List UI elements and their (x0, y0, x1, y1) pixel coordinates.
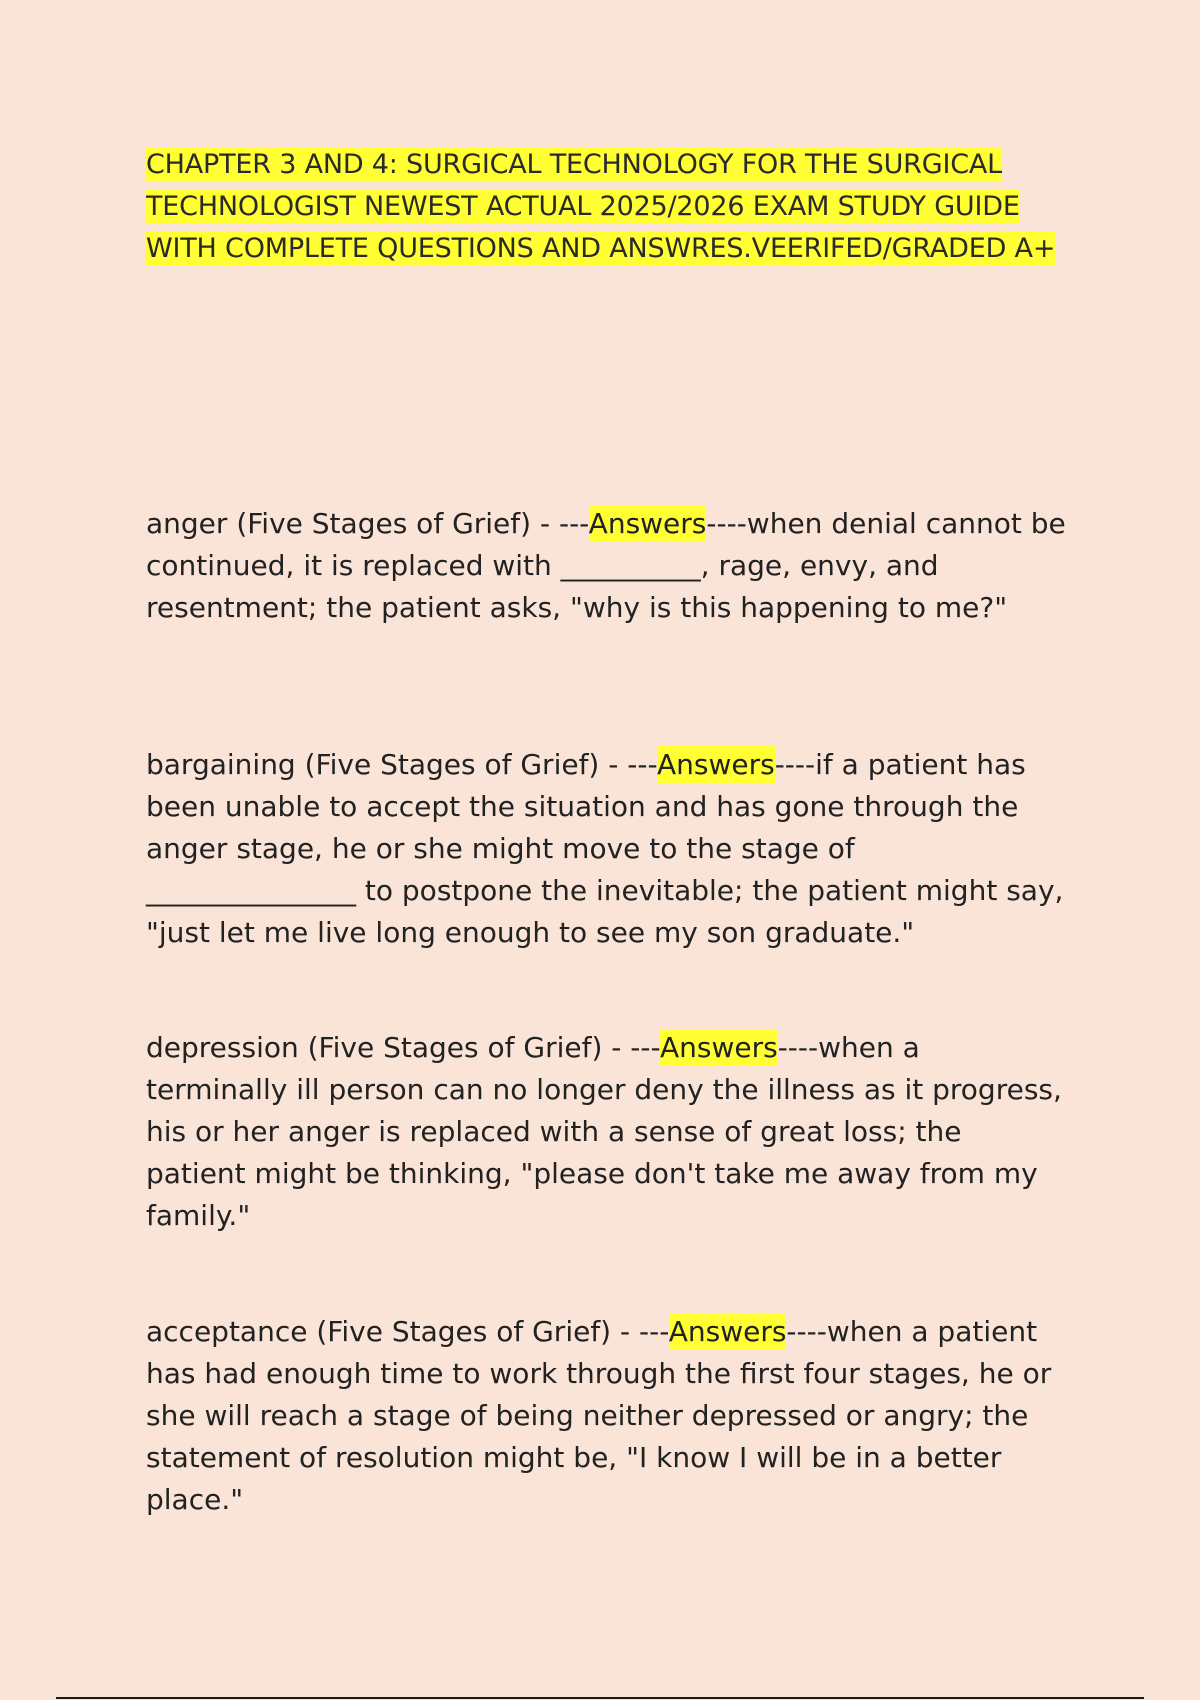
answers-marker: Answers (668, 1315, 787, 1348)
answers-marker: Answers (656, 748, 775, 781)
answers-marker: Answers (588, 507, 707, 540)
qa-entry-depression (146, 1027, 1066, 1237)
qa-entry-bargaining (146, 744, 1066, 954)
entry-term: acceptance (Five Stages of Grief) - --- (146, 1315, 669, 1348)
document-title (146, 144, 1076, 270)
answers-marker: Answers (659, 1031, 778, 1064)
entry-term: anger (Five Stages of Grief) - --- (146, 507, 589, 540)
entry-term: depression (Five Stages of Grief) - --- (146, 1031, 660, 1064)
entry-definition: ----when a patient has had enough time to work through the first four stages, he or she will reach a stage of being neither depressed or angry; the statement of resolution might be, "I know I will be in a better place." (146, 1315, 1052, 1516)
title-highlight: CHAPTER 3 AND 4: SURGICAL TECHNOLOGY FOR THE SURGICAL TECHNOLOGIST NEWEST ACTUAL 2025/2026 EXAM STUDY GUIDE WITH COMPLETE QUESTIONS AND ANSWRES.VEERIFED/GRADED A+ (146, 149, 1056, 264)
page-bottom-divider (56, 1697, 1144, 1699)
entry-definition: ----when denial cannot be continued, it is replaced with __________, rage, envy, and resentment; the patient asks, "why is this happening to me?" (146, 507, 1066, 624)
entry-definition: ----when a terminally ill person can no longer deny the illness as it progress, his or her anger is replaced with a sense of great loss; the patient might be thinking, "please don't take me away from my family." (146, 1031, 1062, 1232)
entry-term: bargaining (Five Stages of Grief) - --- (146, 748, 657, 781)
qa-entry-acceptance (146, 1311, 1066, 1521)
qa-entry-anger (146, 503, 1066, 629)
entry-definition: ----if a patient has been unable to accept the situation and has gone through the anger stage, he or she might move to the stage of _______________ to postpone the inevitable; the patient might say, "just let me live long enough to see my son graduate." (146, 748, 1064, 949)
